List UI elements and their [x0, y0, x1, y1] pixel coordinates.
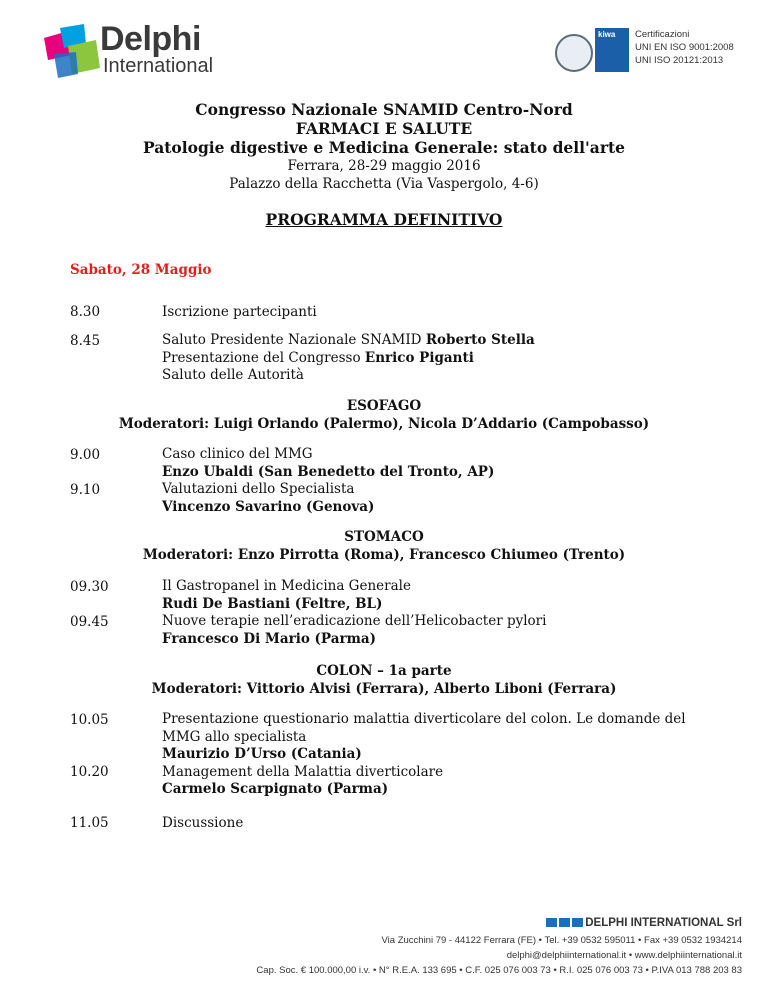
time-slot: 9.10: [70, 482, 101, 498]
agenda-item: Saluto Presidente Nazionale SNAMID Roberto Stella Presentazione del Congresso Enrico Piganti Saluto delle Autorità: [162, 332, 535, 383]
footer-brand: DELPHI INTERNATIONAL Srl: [585, 917, 742, 929]
agenda-item: Caso clinico del MMG Enzo Ubaldi (San Benedetto del Tronto, AP) Valutazioni dello Specialista Vincenzo Savarino (Genova): [162, 446, 495, 515]
footer-contacts: delphi@delphiinternational.it • www.delphiinternational.it: [506, 950, 742, 961]
section-title: ESOFAGO: [346, 398, 422, 414]
cert-text: Certificazioni UNI EN ISO 9001:2008 UNI ISO 20121:2013: [635, 29, 734, 66]
logo-text-delphi: Delphi: [100, 20, 201, 58]
congress-date: Ferrara, 28-29 maggio 2016: [287, 158, 481, 174]
footer-square-icon: [559, 918, 570, 927]
footer-address: Via Zucchini 79 - 44122 Ferrara (FE) • Tel. +39 0532 595011 • Fax +39 0532 1934214: [381, 935, 742, 946]
agenda-item: Il Gastropanel in Medicina Generale Rudi De Bastiani (Feltre, BL) Nuove terapie nell’eradicazione dell’Helicobacter pylori Francesco Di Mario (Parma): [162, 578, 547, 647]
section-title: COLON – 1a parte: [316, 663, 452, 679]
agenda-item: Presentazione questionario malattia diverticolare del colon. Le domande del MMG allo specialista Maurizio D’Urso (Catania) Management della Malattia diverticolare Carmelo Scarpignato (Parma): [162, 711, 686, 797]
agenda-item: Iscrizione partecipanti: [162, 304, 317, 320]
section-moderators: Moderatori: Luigi Orlando (Palermo), Nicola D’Addario (Campobasso): [118, 416, 650, 432]
section-title: STOMACO: [344, 529, 424, 545]
logo-mark-icon: [38, 24, 108, 80]
cert-seal-icon: [555, 34, 593, 72]
kiwa-badge: kiwa: [595, 28, 629, 72]
certification-block: [555, 28, 745, 78]
footer-legal: Cap. Soc. € 100.000,00 i.v. • N° R.E.A. 133 695 • C.F. 025 076 003 73 • R.I. 025 076 003 73 • P.IVA 013 788 203 83: [256, 965, 742, 976]
time-slot: 11.05: [70, 815, 109, 831]
program-heading: PROGRAMMA DEFINITIVO: [265, 210, 503, 229]
section-moderators: Moderatori: Enzo Pirrotta (Roma), Francesco Chiumeo (Trento): [142, 547, 626, 563]
congress-venue: Palazzo della Racchetta (Via Vaspergolo, 4-6): [229, 176, 539, 192]
section-moderators: Moderatori: Vittorio Alvisi (Ferrara), Alberto Liboni (Ferrara): [151, 681, 617, 697]
time-slot: 8.30: [70, 304, 101, 320]
time-slot: 09.45: [70, 614, 109, 630]
agenda-item: Discussione: [162, 815, 244, 831]
time-slot: 9.00: [70, 447, 101, 463]
footer-square-icon: [572, 918, 583, 927]
time-slot: 09.30: [70, 579, 109, 595]
time-slot: 10.05: [70, 712, 109, 728]
time-slot: 8.45: [70, 333, 101, 349]
footer-square-icon: [546, 918, 557, 927]
congress-title: Congresso Nazionale SNAMID Centro-Nord: [195, 100, 573, 119]
congress-subtitle: FARMACI E SALUTE: [295, 119, 473, 138]
day-heading: Sabato, 28 Maggio: [70, 262, 212, 278]
logo-text-international: International: [103, 55, 214, 77]
congress-theme: Patologie digestive e Medicina Generale: stato dell'arte: [142, 138, 626, 157]
time-slot: 10.20: [70, 764, 109, 780]
